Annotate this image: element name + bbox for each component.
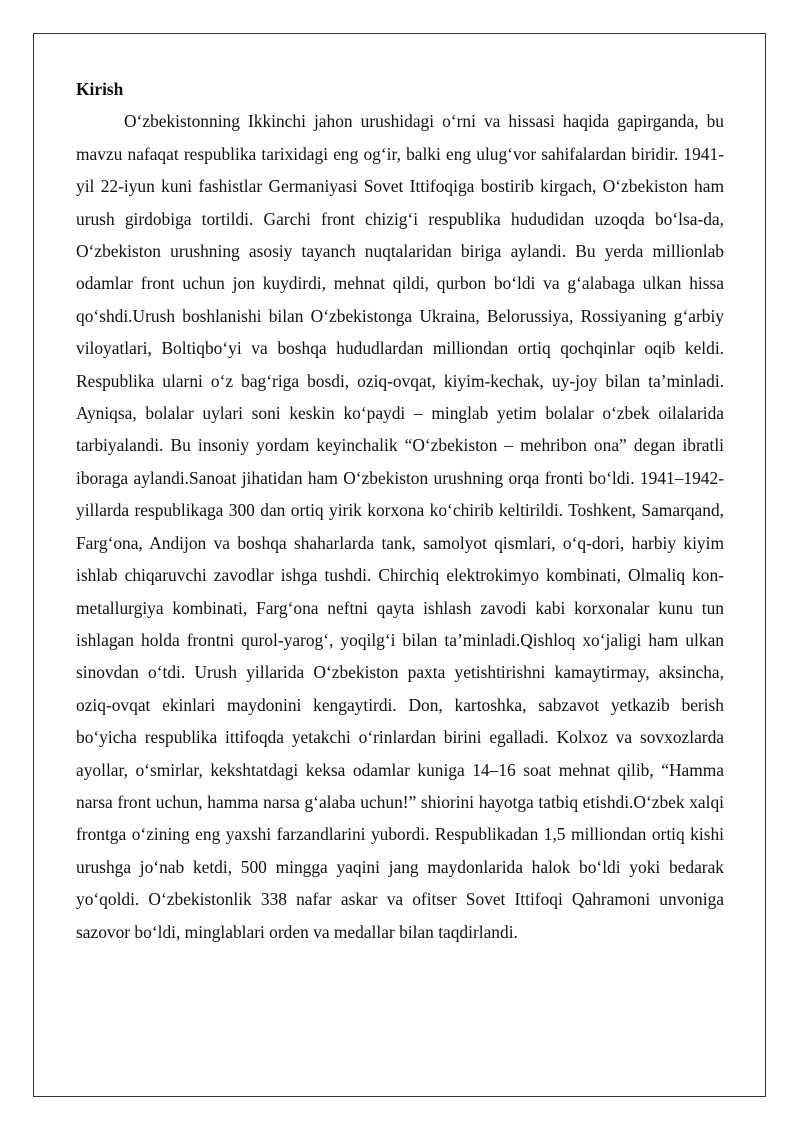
section-heading: Kirish [76, 79, 124, 99]
body-paragraph: O‘zbekistonning Ikkinchi jahon urushidagi o‘rni va hissasi haqida gapirganda, bu mavzu nafaqat respublika tarixidagi eng og‘ir, balki eng ulug‘vor sahifalardan biridir. 1941-yil 22-iyun kuni fashistlar Germaniyasi Sovet Ittifoqiga bostirib kirgach, O‘zbekiston ham urush girdobiga tortildi. Garchi front chizig‘i respublika hududidan uzoqda bo‘lsa-da, O‘zbekiston urushning asosiy tayanch nuqtalaridan biriga aylandi. Bu yerda millionlab odamlar front uchun jon kuydirdi, mehnat qildi, qurbon bo‘ldi va g‘alabaga ulkan hissa qo‘shdi.Urush boshlanishi bilan O‘zbekistonga Ukraina, Belorussiya, Rossiyaning g‘arbiy viloyatlari, Boltiqbo‘yi va boshqa hududlardan milliondan ortiq qochqinlar oqib keldi. Respublika ularni o‘z bag‘riga bosdi, oziq-ovqat, kiyim-kechak, uy-joy bilan ta’minladi. Ayniqsa, bolalar uylari soni keskin ko‘paydi – minglab yetim bolalar o‘zbek oilalarida tarbiyalandi. Bu insoniy yordam keyinchalik “O‘zbekiston – mehribon ona” degan ibratli iboraga aylandi.Sanoat jihatidan ham O‘zbekiston urushning orqa fronti bo‘ldi. 1941–1942-yillarda respublikaga 300 dan ortiq yirik korxona ko‘chirib keltirildi. Toshkent, Samarqand, Farg‘ona, Andijon va boshqa shaharlarda tank, samolyot qismlari, o‘q-dori, harbiy kiyim ishlab chiqaruvchi zavodlar ishga tushdi. Chirchiq elektrokimyo kombinati, Olmaliq kon-metallurgiya kombinati, Farg‘ona neftni qayta ishlash zavodi kabi korxonalar kunu tun ishlagan holda frontni qurol-yarog‘, yoqilg‘i bilan ta’minladi.Qishloq xo‘jaligi ham ulkan sinovdan o‘tdi. Urush yillarida O‘zbekiston paxta yetishtirishni kamaytirmay, aksincha, oziq-ovqat ekinlari maydonini kengaytirdi. Don, kartoshka, sabzavot yetkazib berish bo‘yicha respublika ittifoqda yetakchi o‘rinlardan birini egalladi. Kolxoz va sovxozlarda ayollar, o‘smirlar, kekshtatdagi keksa odamlar kuniga 14–16 soat mehnat qilib, “Hamma narsa front uchun, hamma narsa g‘alaba uchun!” shiorini hayotga tatbiq etishdi.O‘zbek xalqi frontga o‘zining eng yaxshi farzandlarini yubordi. Respublikadan 1,5 milliondan ortiq kishi urushga jo‘nab ketdi, 500 mingga yaqini jang maydonlarida halok bo‘ldi yoki bedarak yo‘qoldi. O‘zbekistonlik 338 nafar askar va ofitser Sovet Ittifoqi Qahramoni unvoniga sazovor bo‘ldi, minglablari orden va medallar bilan taqdirlandi. [76, 111, 724, 942]
document-body [76, 73, 724, 948]
